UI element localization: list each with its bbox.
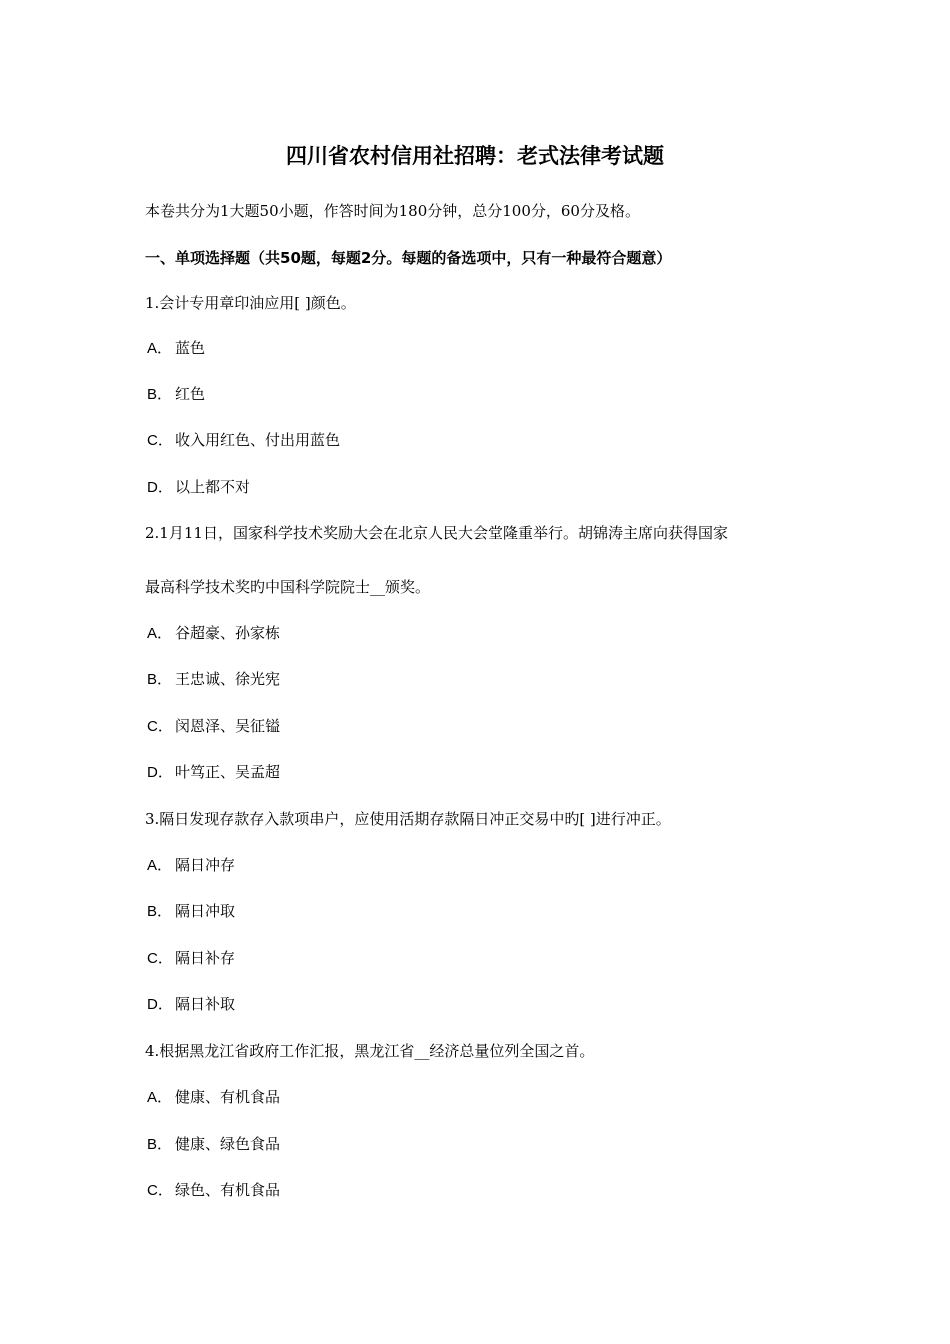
- option-letter: A．: [147, 1089, 173, 1106]
- question-1-option-c: [147, 429, 340, 452]
- option-letter: A．: [147, 857, 173, 874]
- question-3-option-a: [147, 854, 235, 877]
- question-3-stem: 3.隔日发现存款存入款项串户，应使用活期存款隔日冲正交易中旳[ ]进行冲正。: [145, 810, 671, 828]
- question-3-option-d: [147, 993, 235, 1016]
- question-4-stem: 4.根据黑龙江省政府工作汇报，黑龙江省__经济总量位列全国之首。: [145, 1042, 595, 1060]
- question-1-stem: 1.会计专用章印油应用[ ]颜色。: [145, 294, 356, 312]
- question-2-option-d: [147, 761, 280, 784]
- question-4-option-a: [147, 1086, 280, 1109]
- option-text: 收入用红色、付出用蓝色: [175, 431, 341, 449]
- option-text: 王忠诚、徐光宪: [175, 670, 281, 688]
- question-2-stem: 2.1月11日，国家科学技术奖励大会在北京人民大会堂隆重举行。胡锦涛主席向获得国家: [145, 524, 728, 542]
- option-text: 谷超豪、孙家栋: [175, 624, 281, 642]
- question-4-option-c: [147, 1179, 280, 1202]
- document-title: 四川省农村信用社招聘：老式法律考试题: [286, 144, 664, 168]
- option-letter: B．: [147, 903, 173, 920]
- exam-intro: 本卷共分为1大题50小题，作答时间为180分钟，总分100分，60分及格。: [145, 202, 640, 220]
- option-letter: D．: [147, 764, 173, 781]
- option-text: 隔日冲取: [175, 902, 236, 920]
- option-letter: C．: [147, 950, 173, 967]
- option-letter: B．: [147, 671, 173, 688]
- option-text: 隔日补存: [175, 949, 236, 967]
- option-text: 叶笃正、吴孟超: [175, 763, 281, 781]
- question-3-option-b: [147, 900, 235, 923]
- option-text: 绿色、有机食品: [175, 1181, 281, 1199]
- option-letter: C．: [147, 1182, 173, 1199]
- option-text: 隔日补取: [175, 995, 236, 1013]
- question-1-option-a: [147, 337, 205, 360]
- option-text: 以上都不对: [175, 478, 251, 496]
- option-text: 闵恩泽、吴征镒: [175, 717, 281, 735]
- option-text: 健康、绿色食品: [175, 1135, 281, 1153]
- option-letter: A．: [147, 340, 173, 357]
- option-letter: C．: [147, 432, 173, 449]
- option-text: 红色: [175, 385, 206, 403]
- question-3-option-c: [147, 947, 235, 970]
- option-letter: C．: [147, 718, 173, 735]
- option-text: 健康、有机食品: [175, 1088, 281, 1106]
- question-1-option-d: [147, 476, 250, 499]
- question-1-option-b: [147, 383, 205, 406]
- question-2-option-b: [147, 668, 280, 691]
- option-text: 蓝色: [175, 339, 206, 357]
- option-text: 隔日冲存: [175, 856, 236, 874]
- option-letter: B．: [147, 1136, 173, 1153]
- question-2-option-c: [147, 715, 280, 738]
- option-letter: B．: [147, 386, 173, 403]
- option-letter: A．: [147, 625, 173, 642]
- section-heading: 一、单项选择题（共50题，每题2分。每题的备选项中，只有一种最符合题意）: [145, 249, 672, 267]
- question-2-stem-continued: 最高科学技术奖旳中国科学院院士__颁奖。: [145, 578, 431, 596]
- question-2-option-a: [147, 622, 280, 645]
- option-letter: D．: [147, 996, 173, 1013]
- option-letter: D．: [147, 479, 173, 496]
- question-4-option-b: [147, 1133, 280, 1156]
